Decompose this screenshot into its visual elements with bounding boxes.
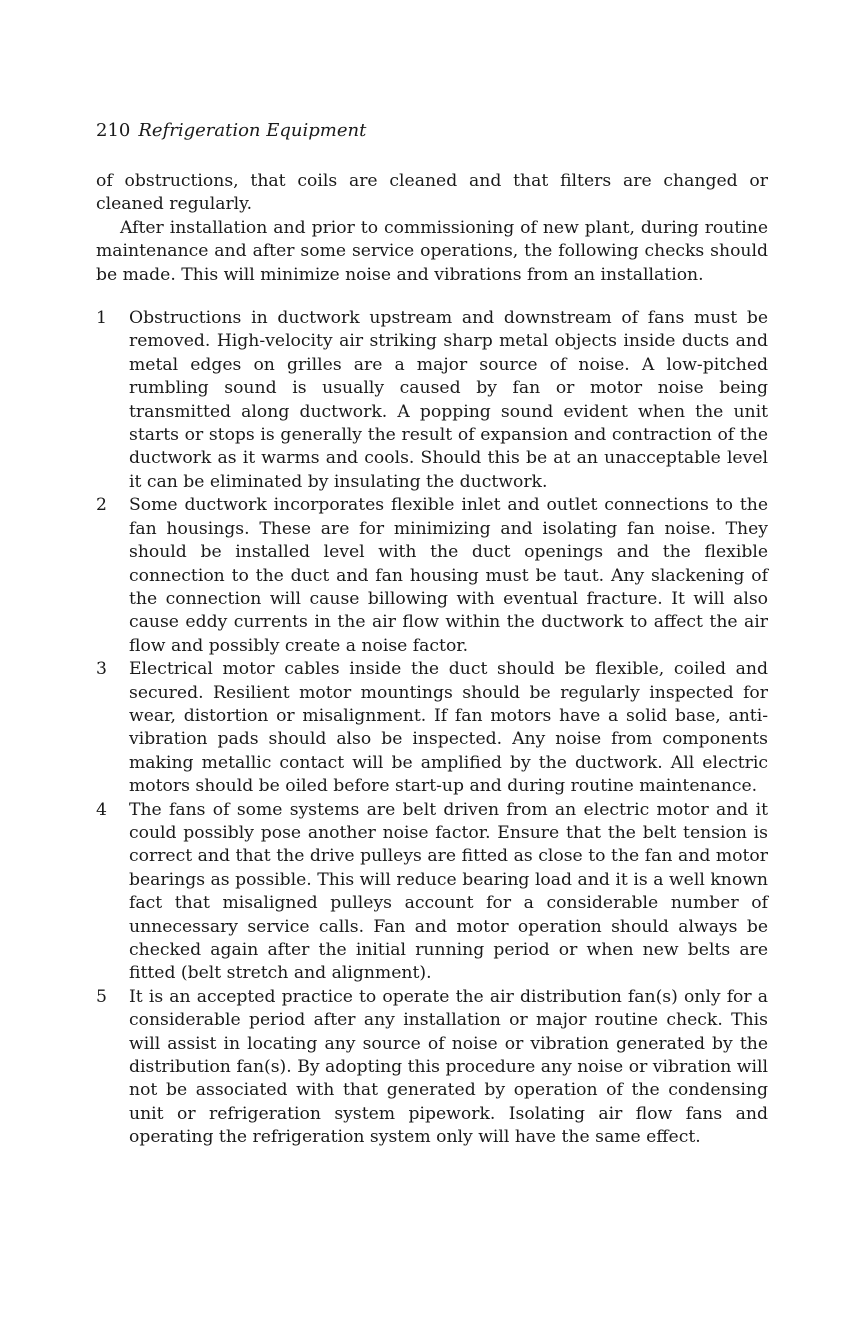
list-item: [96, 307, 768, 494]
list-item-number: 5: [96, 986, 107, 1007]
running-head: [96, 118, 366, 144]
list-item: [96, 799, 768, 986]
paragraph-continued: of obstructions, that coils are cleaned and that filters are changed or cleaned regularly.: [96, 171, 768, 215]
list-item-number: 4: [96, 799, 107, 820]
list-item: [96, 986, 768, 1150]
list-item: [96, 658, 768, 798]
list-item-text: Obstructions in ductwork upstream and downstream of fans must be removed. High-velocity air striking sharp metal objects inside ducts and metal edges on grilles are a major source of noise. A low-pitched rumbling sound is usually caused by fan or motor noise being transmitted along ductwork. A popping sound evident when the unit starts or stops is generally the result of expansion and contraction of the ductwork as it warms and cools. Should this be at an unacceptable level it can be eliminated by insulating the ductwork.: [129, 308, 768, 492]
list-item-text: Electrical motor cables inside the duct should be flexible, coiled and secured. Resilient motor mountings should be regularly inspected for wear, distortion or misalignment. If fan motors have a solid base, anti-vibration pads should also be inspected. Any noise from components making metallic contact will be amplified by the ductwork. All electric motors should be oiled before start-up and during routine maintenance.: [129, 659, 768, 797]
list-item: [96, 494, 768, 658]
list-item-text: Some ductwork incorporates flexible inlet and outlet connections to the fan housings. These are for minimizing and isolating fan noise. They should be installed level with the duct openings and the flexible connection to the duct and fan housing must be taut. Any slackening of the connection will cause billowing with eventual fracture. It will also cause eddy currents in the air flow within the ductwork to affect the air flow and possibly create a noise factor.: [129, 495, 768, 656]
paragraph-intro: After installation and prior to commissioning of new plant, during routine maintenance and after some service operations, the following checks should be made. This will minimize noise and vibrations from an installation.: [96, 217, 768, 285]
checks-list: [96, 307, 768, 1150]
list-item-number: 2: [96, 495, 107, 516]
list-item-text: The fans of some systems are belt driven from an electric motor and it could possibly pose another noise factor. Ensure that the belt tension is correct and that the drive pulleys are fitted as close to the fan and motor bearings as possible. This will reduce bearing load and it is a well known fact that misaligned pulleys account for a considerable number of unnecessary service calls. Fan and motor operation should always be checked again after the initial running period or when new belts are fitted (belt stretch and alignment).: [129, 799, 768, 984]
list-item-number: 3: [96, 659, 107, 680]
page-number: 210: [96, 120, 131, 141]
running-title: Refrigeration Equipment: [138, 120, 367, 141]
body-text: [96, 170, 768, 1150]
list-item-text: It is an accepted practice to operate the air distribution fan(s) only for a considerable period after any installation or major routine check. This will assist in locating any source of noise or vibration generated by the distribution fan(s). By adopting this procedure any noise or vibration will not be associated with that generated by operation of the condensing unit or refrigeration system pipework. Isolating air flow fans and operating the refrigeration system only will have the same effect.: [129, 986, 768, 1148]
list-item-number: 1: [96, 308, 107, 329]
